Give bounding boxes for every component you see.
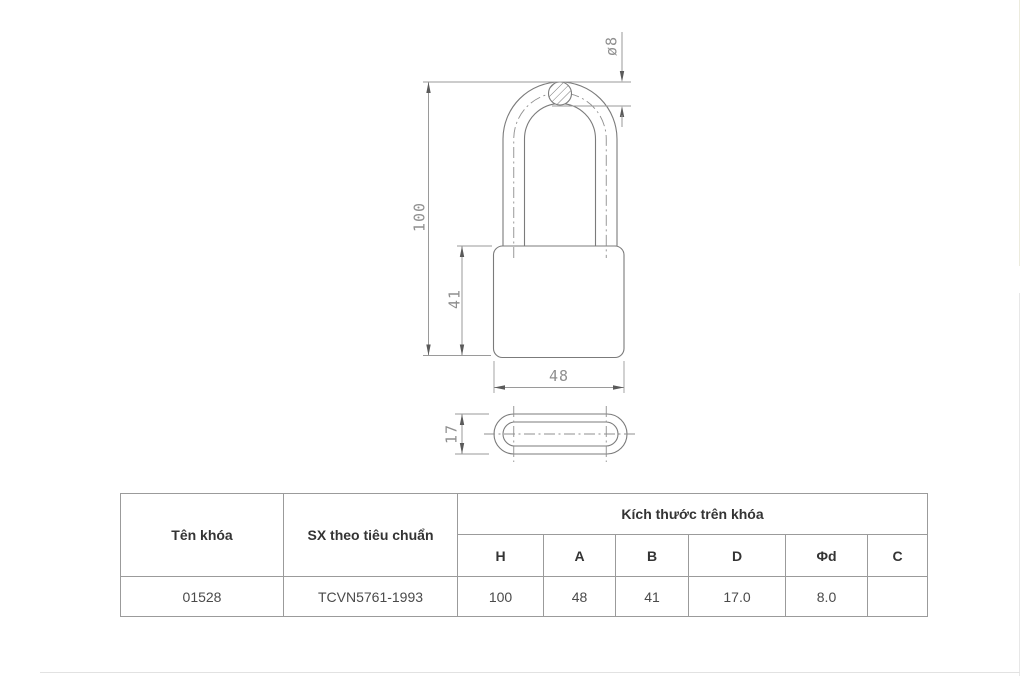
shackle-cross-section-circle (549, 82, 572, 105)
cell-dim-b: 41 (616, 577, 689, 617)
arrowhead (426, 345, 430, 356)
cell-dim-d: 17.0 (689, 577, 786, 617)
table-row (121, 577, 928, 617)
dimension-body-depth (442, 414, 489, 454)
table-header-dim-d: D (689, 535, 786, 577)
arrowhead (426, 82, 430, 93)
footer-divider (40, 672, 1020, 673)
arrowhead (494, 385, 505, 389)
front-view (494, 82, 625, 358)
dim-label-body-height: 41 (445, 288, 464, 310)
top-view (484, 406, 637, 462)
shackle-outer-outline (503, 82, 617, 246)
arrowhead (620, 71, 624, 82)
spec-table (120, 493, 928, 617)
lock-body-outline (494, 246, 625, 358)
shackle-centerline (514, 93, 607, 258)
table-header-lock-name: Tên khóa (121, 494, 284, 577)
dim-label-shackle-diameter: ø8 (602, 35, 621, 57)
cell-lock-name: 01528 (121, 577, 284, 617)
dimension-body-height (445, 246, 492, 356)
table-header-dim-phid: Φd (786, 535, 868, 577)
cell-dim-h: 100 (458, 577, 544, 617)
table-header-dim-a: A (544, 535, 616, 577)
page-edge-line-bottom (1019, 293, 1020, 676)
arrowhead (460, 414, 464, 425)
arrowhead (613, 385, 624, 389)
table-header-dim-b: B (616, 535, 689, 577)
shackle-inner-outline (525, 104, 596, 246)
cell-dim-a: 48 (544, 577, 616, 617)
dim-label-body-depth: 17 (442, 423, 461, 445)
cell-standard: TCVN5761-1993 (284, 577, 458, 617)
table-header-dim-c: C (868, 535, 928, 577)
cell-dim-phid: 8.0 (786, 577, 868, 617)
cell-dim-c (868, 577, 928, 617)
table-header-standard: SX theo tiêu chuẩn (284, 494, 458, 577)
arrowhead (460, 345, 464, 356)
dimension-body-width (494, 361, 624, 393)
arrowhead (460, 443, 464, 454)
page-edge-line-top (1019, 0, 1020, 266)
table-header-dim-h: H (458, 535, 544, 577)
dimension-shackle-diameter (552, 32, 631, 127)
arrowhead (460, 246, 464, 257)
dim-label-total-height: 100 (410, 201, 429, 233)
dim-label-body-width: 48 (548, 367, 570, 385)
table-header-dimensions-group: Kích thước trên khóa (458, 494, 928, 535)
